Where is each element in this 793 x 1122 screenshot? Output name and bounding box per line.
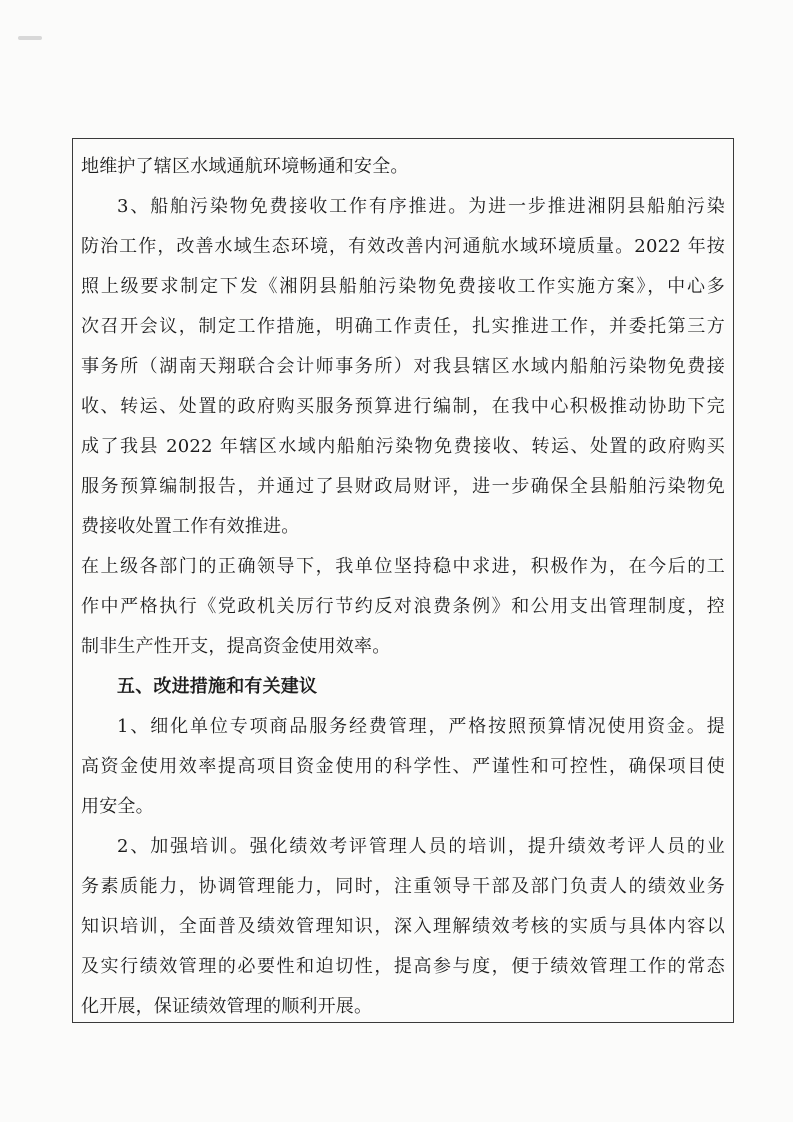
paragraph-line-22: 化开展，保证绩效管理的顺利开展。: [81, 996, 373, 1017]
paragraph-line-11: 在上级各部门的正确领导下，我单位坚持稳中求进，积极作为，在今后的工: [81, 556, 725, 577]
paragraph-line-3: 防治工作，改善水域生态环境，有效改善内河通航水域环境质量。2022 年按: [81, 236, 725, 257]
paragraph-line-8: 成了我县 2022 年辖区水域内船舶污染物免费接收、转运、处置的政府购买: [81, 436, 725, 457]
paragraph-line-2: 3、船舶污染物免费接收工作有序推进。为进一步推进湘阴县船舶污染: [117, 196, 725, 217]
paragraph-line-9: 服务预算编制报告，并通过了县财政局财评，进一步确保全县船舶污染物免: [81, 476, 725, 497]
paragraph-line-12: 作中严格执行《党政机关厉行节约反对浪费条例》和公用支出管理制度，控: [81, 596, 725, 617]
paragraph-line-4: 照上级要求制定下发《湘阴县船舶污染物免费接收工作实施方案》，中心多: [81, 276, 725, 297]
paragraph-line-16: 高资金使用效率提高项目资金使用的科学性、严谨性和可控性，确保项目使: [81, 756, 725, 777]
paragraph-line-13: 制非生产性开支，提高资金使用效率。: [81, 636, 391, 657]
paragraph-line-21: 及实行绩效管理的必要性和迫切性，提高参与度，便于绩效管理工作的常态: [81, 956, 725, 977]
scan-artifact: [18, 36, 42, 40]
paragraph-line-5: 次召开会议，制定工作措施，明确工作责任，扎实推进工作，并委托第三方: [81, 316, 725, 337]
paragraph-line-10: 费接收处置工作有效推进。: [81, 516, 300, 537]
paragraph-line-17: 用安全。: [81, 796, 154, 817]
paragraph-line-1: 地维护了辖区水域通航环境畅通和安全。: [81, 156, 409, 177]
paragraph-line-18: 2、加强培训。强化绩效考评管理人员的培训，提升绩效考评人员的业: [117, 836, 725, 857]
paragraph-line-7: 收、转运、处置的政府购买服务预算进行编制，在我中心积极推动协助下完: [81, 396, 725, 417]
section-heading: 五、改进措施和有关建议: [117, 676, 318, 697]
paragraph-line-6: 事务所（湖南天翔联合会计师事务所）对我县辖区水域内船舶污染物免费接: [81, 356, 725, 377]
content-text: [73, 147, 733, 1027]
paragraph-line-20: 知识培训，全面普及绩效管理知识，深入理解绩效考核的实质与具体内容以: [81, 916, 725, 937]
content-frame: [72, 138, 734, 1023]
paragraph-line-19: 务素质能力，协调管理能力，同时，注重领导干部及部门负责人的绩效业务: [81, 876, 725, 897]
paragraph-line-15: 1、细化单位专项商品服务经费管理，严格按照预算情况使用资金。提: [117, 716, 725, 737]
